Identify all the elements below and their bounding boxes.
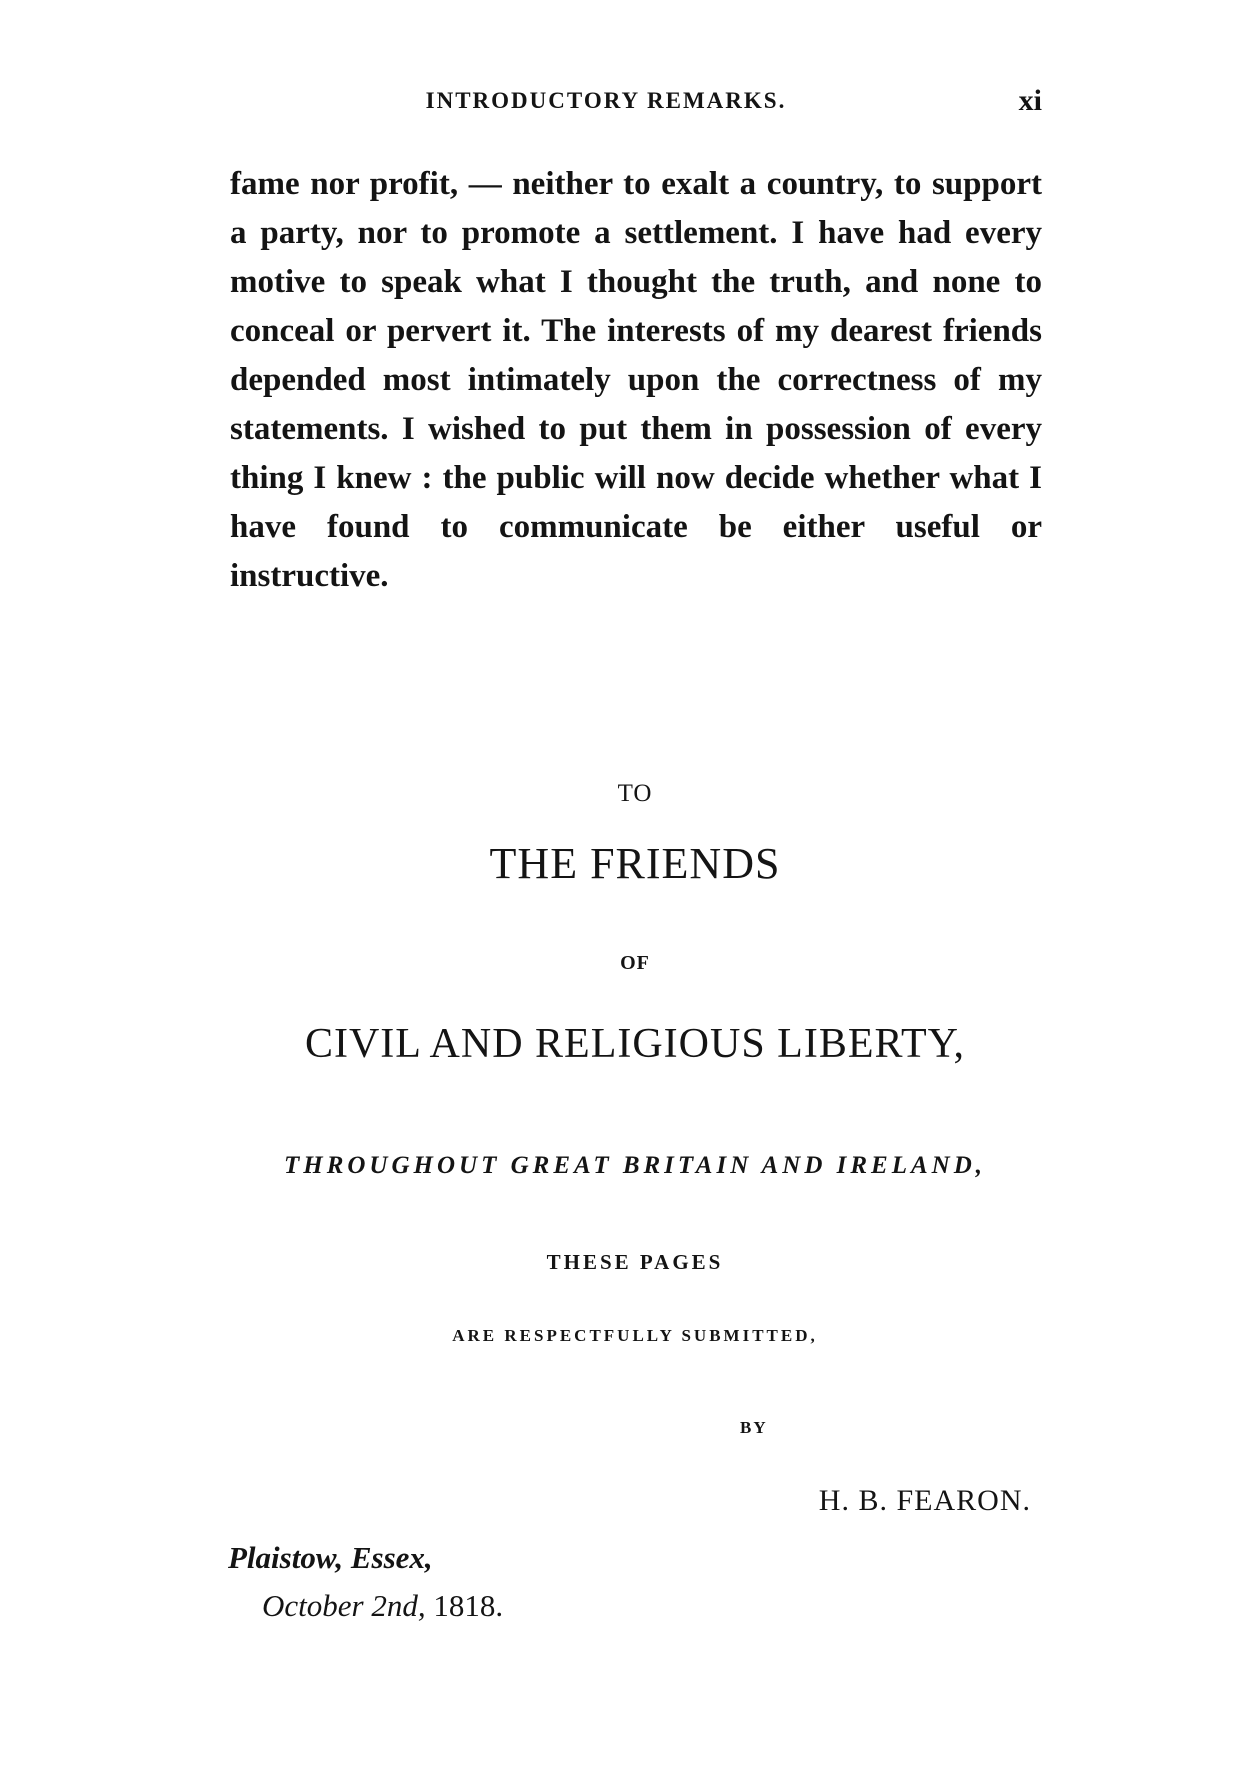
page-number: xi xyxy=(1018,84,1042,117)
dedication-submitted: ARE RESPECTFULLY SUBMITTED, xyxy=(452,1326,818,1345)
body-paragraph: fame nor profit, — neither to exalt a country, to support a party, nor to promote a settlement. I have had every motive to speak what I thought the truth, and none to conceal or pervert it. The interests of my dearest friends depended most intimately upon the correctness of my statements. I wished to put them in possession of every thing I knew : the public will now decide whether what I have found to communicate be either useful or instructive. xyxy=(230,166,1042,594)
dedication-to: TO xyxy=(617,780,653,807)
dedication-these-pages: THESE PAGES xyxy=(546,1250,724,1274)
dedication-civil-liberty: CIVIL AND RELIGIOUS LIBERTY, xyxy=(304,1021,966,1067)
author-signature: H. B. FEARON. xyxy=(818,1484,1031,1517)
dedication-of: OF xyxy=(620,952,650,974)
running-head xyxy=(230,84,1042,122)
date-year: 1818. xyxy=(433,1588,504,1623)
dedication-throughout: THROUGHOUT GREAT BRITAIN AND IRELAND, xyxy=(283,1152,987,1179)
body-text xyxy=(230,160,1042,601)
running-title: INTRODUCTORY REMARKS. xyxy=(425,88,787,113)
date-line xyxy=(262,1588,503,1624)
date-month-day: October 2nd, xyxy=(262,1588,426,1623)
place-line: Plaistow, Essex, xyxy=(228,1540,433,1575)
dedication-friends: THE FRIENDS xyxy=(489,839,781,888)
dedication-by: BY xyxy=(740,1418,768,1437)
